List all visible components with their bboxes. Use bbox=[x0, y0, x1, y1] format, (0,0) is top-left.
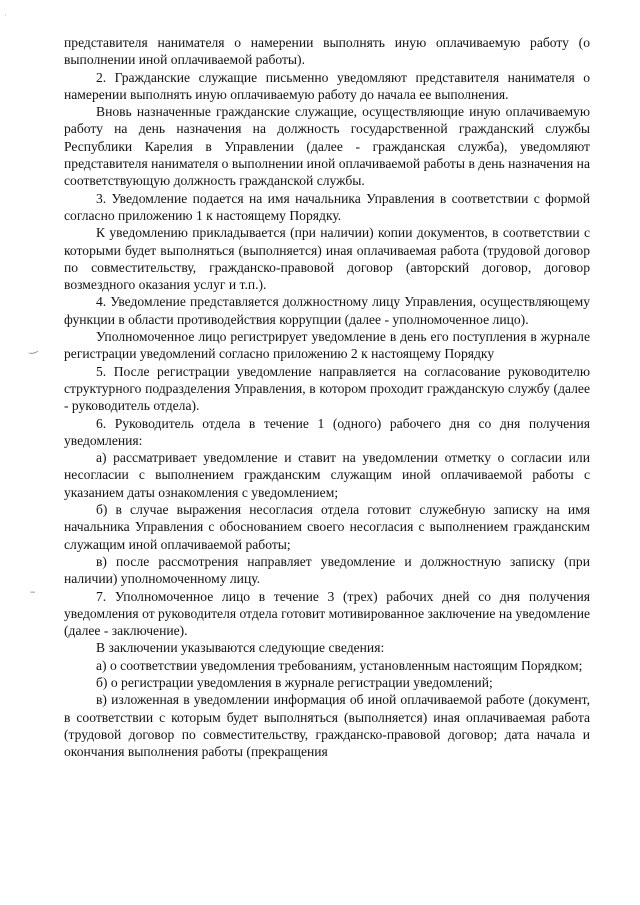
paragraph-registration: Уполномоченное лицо регистрирует уведомление в день его поступления в журнале регистрации уведомлений согласно приложению 2 к настоящему Порядку bbox=[64, 329, 590, 362]
paragraph-item-6b: б) в случае выражения несогласия отдела готовит служебную записку на имя начальника Управления с обоснованием своего несогласия с выполнением гражданским служащим иной оплачиваемой работы; bbox=[64, 502, 590, 552]
paragraph-continuation: представителя нанимателя о намерении выполнять иную оплачиваемую работу (о выполнении иной оплачиваемой работы). bbox=[64, 35, 590, 68]
paragraph-item-6: 6. Руководитель отдела в течение 1 (одного) рабочего дня со дня получения уведомления: bbox=[64, 415, 590, 448]
paragraph-item-3: 3. Уведомление подается на имя начальника Управления в соответствии с формой согласно приложению 1 к настоящему Порядку. bbox=[64, 190, 590, 223]
paragraph-item-4: 4. Уведомление представляется должностному лицу Управления, осуществляющему функции в области противодействия коррупции (далее - уполномоченное лицо). bbox=[64, 294, 590, 327]
scan-speck: · bbox=[4, 11, 7, 20]
paragraph-attachments: К уведомлению прикладывается (при наличии) копии документов, в соответствии с которыми будет выполняться (выполняется) иная оплачиваемая работа (трудовой договор по совместительству, гражданско-правовой договор (авторский договор, договор возмездного оказания услуг и т.п.). bbox=[64, 225, 590, 293]
paragraph-item-5: 5. После регистрации уведомление направляется на согласование руководителю структурного подразделения Управления, в котором проходит гражданскую службу (далее - руководитель отдела). bbox=[64, 363, 590, 414]
document-text bbox=[64, 34, 590, 760]
paragraph-conclusion-b: б) о регистрации уведомления в журнале регистрации уведомлений; bbox=[96, 674, 493, 690]
paragraph-conclusion-v: в) изложенная в уведомлении информация об иной оплачиваемой работе (документ, в соответствии с которым будет выполняться (выполняется) иная оплачиваемая работа (трудовой договор по совместительству, гражданско-правовой договор; дата начала и окончания выполнения работы (прекращения bbox=[64, 692, 590, 760]
paragraph-newly-appointed: Вновь назначенные гражданские служащие, осуществляющие иную оплачиваемую работу на день назначения на должность государственной гражданский службы Республики Карелия в Управлении (далее - гражданская служба), уведомляют представителя нанимателя о выполнении иной оплачиваемой работы в день назначения на соответствующую должность гражданской службы. bbox=[64, 104, 590, 189]
paragraph-item-7: 7. Уполномоченное лицо в течение 3 (трех) рабочих дней со дня получения уведомления от руководителя отдела готовит мотивированное заключение на уведомление (далее - заключение). bbox=[64, 588, 590, 639]
paragraph-item-2: 2. Гражданские служащие письменно уведомляют представителя нанимателя о намерении выполнять иную оплачиваемую работу до начала ее выполнения. bbox=[64, 69, 590, 102]
margin-dash-mark: – bbox=[30, 585, 36, 598]
paragraph-conclusion-intro: В заключении указываются следующие сведения: bbox=[96, 640, 385, 656]
paragraph-item-6v: в) после рассмотрения направляет уведомление и должностную записку (при наличии) уполномоченному лицу. bbox=[64, 553, 590, 587]
paragraph-item-6a: а) рассматривает уведомление и ставит на уведомлении отметку о согласии или несогласии с выполнением гражданским служащим иной оплачиваемой работы с указанием даты ознакомления с уведомлением; bbox=[64, 450, 590, 500]
paragraph-conclusion-a: а) о соответствии уведомления требованиям, установленным настоящим Порядком; bbox=[96, 657, 583, 673]
margin-pen-mark: ‿ bbox=[26, 340, 39, 355]
